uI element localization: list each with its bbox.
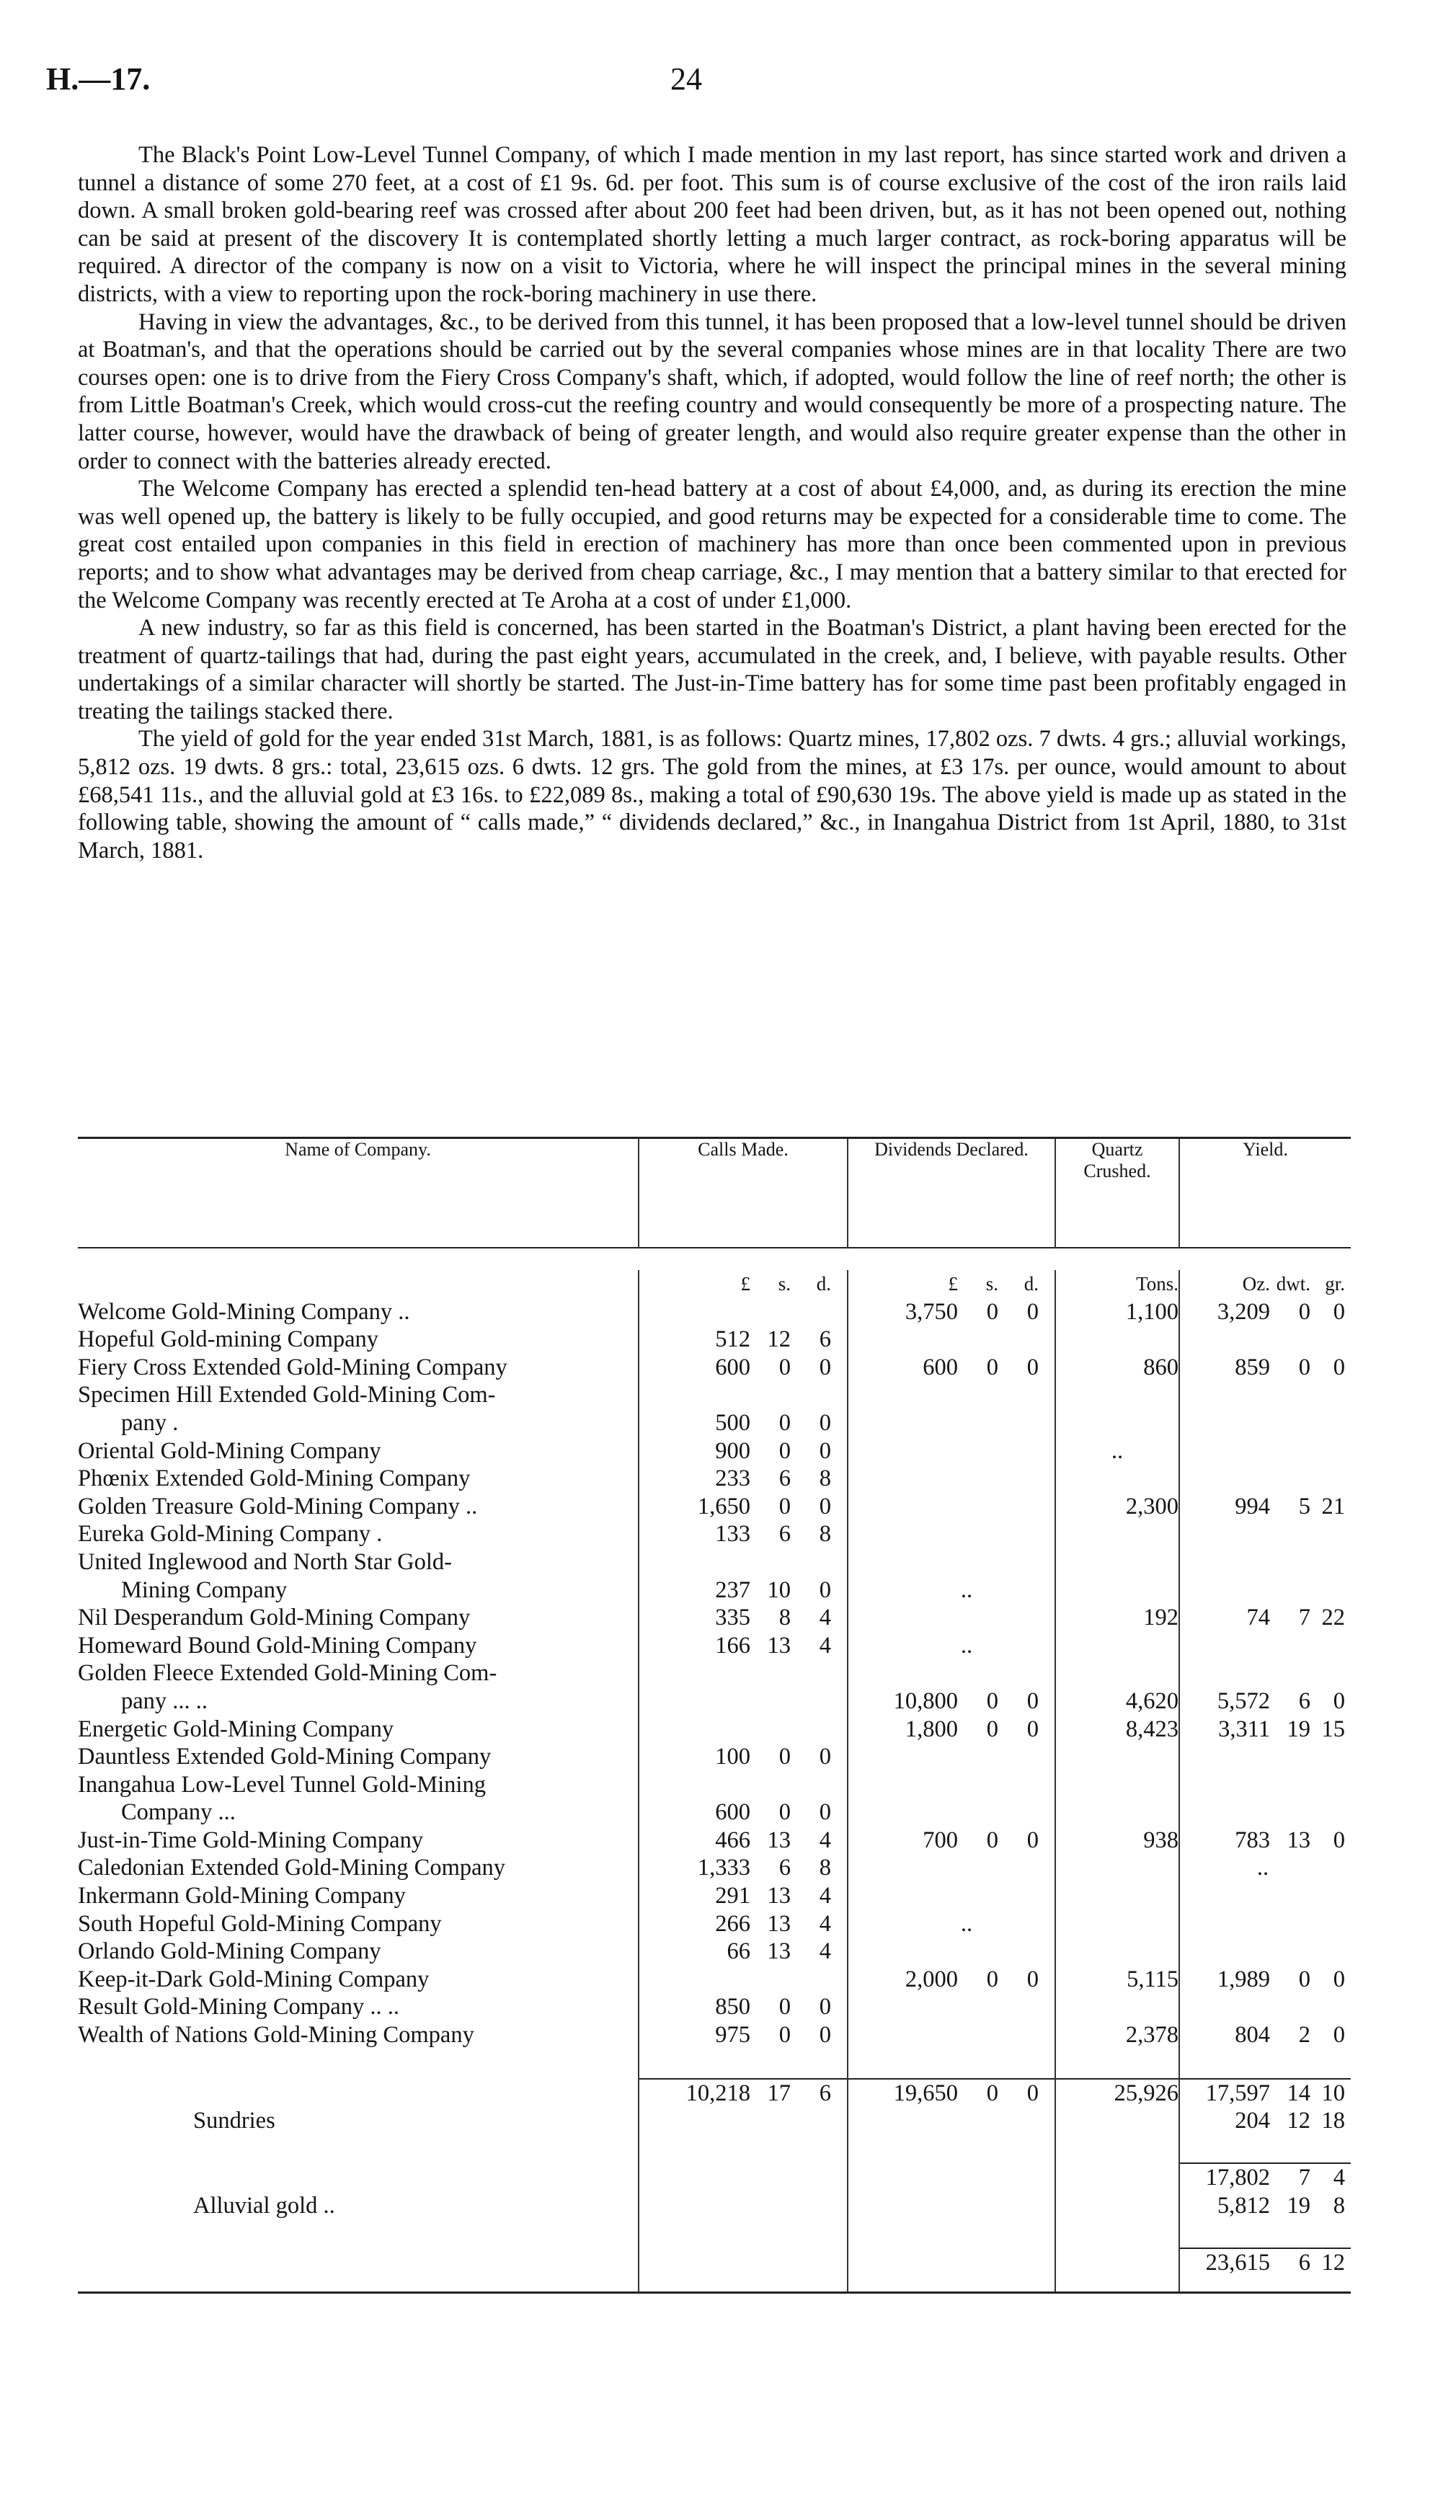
calls-made (639, 1966, 848, 1994)
header-quartz: Quartz Crushed. (1055, 1139, 1179, 1248)
company-name: South Hopeful Gold-Mining Company (78, 1910, 442, 1937)
calls-made: 466 13 4 (639, 1827, 848, 1855)
gold-yield: 994 5 21 (1179, 1493, 1351, 1521)
quartz-crushed: .. (1055, 1437, 1179, 1465)
company-name: Welcome Gold-Mining Company .. (78, 1298, 410, 1325)
table-row (78, 1687, 1351, 1716)
dividends-declared: 10,800 0 0 (848, 1687, 1055, 1716)
dividends-declared: 600 0 0 (848, 1354, 1055, 1382)
quartz-crushed: 1,100 (1055, 1298, 1179, 1326)
gold-yield: 3,209 0 0 (1179, 1298, 1351, 1326)
calls-made: 233 6 8 (639, 1465, 848, 1493)
calls-made: 600 0 0 (639, 1798, 848, 1827)
quartz-crushed (1055, 1409, 1179, 1437)
paragraph-boatmans: Having in view the advantages, &c., to be derived from this tunnel, it has been proposed that a low-level tunnel should be driven at Boatman's, and that the operations should be carried out by the several companies whose mines are in that locality There are two courses open: one is to drive from the Fiery Cross Company's shaft, which, if adopted, would follow the line of reef north; the other is from Little Boatman's Creek, which would cross-cut the reefing country and would consequently be more of a prospecting nature. The latter course, however, would have the drawback of being of greater length, and would also require greater expense than the other in order to connect with the batteries already erected. (78, 309, 1346, 474)
dividends-declared (848, 1798, 1055, 1827)
company-name: Inangahua Low-Level Tunnel Gold-Mining (78, 1771, 486, 1798)
table-row (78, 1548, 1351, 1576)
calls-made: 900 0 0 (639, 1437, 848, 1465)
sundries-yield: 204 12 18 (1179, 2107, 1351, 2135)
dividends-declared (848, 1854, 1055, 1882)
gold-yield: .. (1179, 1854, 1351, 1882)
table-row (78, 1437, 1351, 1465)
table-row (78, 1520, 1351, 1548)
gold-yield (1179, 1938, 1351, 1966)
yield-table (78, 1137, 1351, 2294)
quartz-crushed: 860 (1055, 1354, 1179, 1382)
company-name: Mining Company (121, 1576, 288, 1603)
calls-made: 166 13 4 (639, 1632, 848, 1660)
gold-yield: 1,989 0 0 (1179, 1966, 1351, 1994)
grand-total-yield: 23,615 6 12 (1179, 2249, 1351, 2277)
quartz-crushed (1055, 1520, 1179, 1548)
gold-yield (1179, 1465, 1351, 1493)
table-row (78, 1882, 1351, 1910)
company-name: Company ... (121, 1799, 236, 1826)
quartz-crushed (1055, 1465, 1179, 1493)
totals-row (78, 2080, 1351, 2108)
company-name: Dauntless Extended Gold-Mining Company (78, 1744, 492, 1770)
dividends-declared (848, 1882, 1055, 1910)
company-name: Homeward Bound Gold-Mining Company (78, 1632, 477, 1659)
gold-yield (1179, 1520, 1351, 1548)
table-row (78, 1910, 1351, 1938)
company-name: Keep-it-Dark Gold-Mining Company (78, 1966, 430, 1992)
table-row (78, 1827, 1351, 1855)
calls-made (639, 1687, 848, 1716)
table-row (78, 1798, 1351, 1827)
calls-made: 133 6 8 (639, 1520, 848, 1548)
company-name: Orlando Gold-Mining Company (78, 1938, 381, 1965)
table-row (78, 1854, 1351, 1882)
calls-made: 291 13 4 (639, 1882, 848, 1910)
quartz-crushed: 8,423 (1055, 1716, 1179, 1744)
dividends-declared (848, 1326, 1055, 1354)
company-name: Specimen Hill Extended Gold-Mining Com- (78, 1382, 496, 1408)
header-yield: Yield. (1179, 1139, 1351, 1248)
calls-made: 600 0 0 (639, 1354, 848, 1382)
dividends-declared: 1,800 0 0 (848, 1716, 1055, 1744)
quartz-crushed (1055, 1910, 1179, 1938)
calls-made: 1,333 6 8 (639, 1854, 848, 1882)
gold-yield: 859 0 0 (1179, 1354, 1351, 1382)
alluvial-row (78, 2192, 1351, 2220)
alluvial-yield: 5,812 19 8 (1179, 2192, 1351, 2220)
sundries-label: Sundries (193, 2108, 275, 2134)
paragraph-industry: A new industry, so far as this field is concerned, has been started in the Boatman's District, a plant having been erected for the treatment of quartz-tailings that had, during the past eight years, accumulated in the creek, and, I believe, with payable results. Other undertakings of a similar character will shortly be started. The Just-in-Time battery has for some time past been profitably engaged in treating the tailings stacked there. (78, 615, 1346, 724)
calls-made: 266 13 4 (639, 1910, 848, 1938)
company-name: Golden Treasure Gold-Mining Company .. (78, 1493, 478, 1519)
calls-made: 66 13 4 (639, 1938, 848, 1966)
company-name: Fiery Cross Extended Gold-Mining Company (78, 1354, 507, 1380)
company-name: pany . (121, 1409, 179, 1436)
dividends-declared: 2,000 0 0 (848, 1966, 1055, 1994)
dividends-declared (848, 1437, 1055, 1465)
total-yield: 17,597 14 10 (1179, 2080, 1351, 2108)
total-dividends: 19,650 0 0 (848, 2080, 1055, 2108)
dividends-declared: 3,750 0 0 (848, 1298, 1055, 1326)
table-row (78, 1966, 1351, 1994)
paragraph-welcome: The Welcome Company has erected a splendid ten-head battery at a cost of about £4,000, and, as during its erection the mine was well opened up, the battery is likely to be fully occupied, and good returns may be expected for a considerable time to come. The great cost entailed upon companies in this field in erection of machinery has more than once been commented upon in previous reports; and to show what advantages may be derived from cheap carriage, &c., I may mention that a battery similar to that erected for the Welcome Company was recently erected at Te Aroha at a cost of under £1,000. (78, 476, 1346, 613)
total-quartz: 25,926 (1055, 2080, 1179, 2108)
alluvial-label: Alluvial gold .. (193, 2193, 335, 2219)
header-name: Name of Company. (285, 1139, 431, 1160)
gold-yield (1179, 1632, 1351, 1660)
dividends-declared: 700 0 0 (848, 1827, 1055, 1855)
dividend-units: £ s. d. (848, 1270, 1055, 1298)
company-name: Energetic Gold-Mining Company (78, 1716, 394, 1742)
calls-made: 100 0 0 (639, 1743, 848, 1771)
quartz-crushed: 4,620 (1055, 1687, 1179, 1716)
table-row (78, 1493, 1351, 1521)
gold-yield: 5,572 6 0 (1179, 1687, 1351, 1716)
quartz-crushed (1055, 1576, 1179, 1605)
company-name: pany ... .. (121, 1687, 208, 1714)
company-name: Hopeful Gold-mining Company (78, 1326, 379, 1353)
calls-made: 237 10 0 (639, 1576, 848, 1605)
body-text (78, 141, 1346, 864)
calls-made (639, 1298, 848, 1326)
table-row (78, 1409, 1351, 1437)
dividends-declared: .. (848, 1910, 1055, 1938)
calls-made: 850 0 0 (639, 1993, 848, 2021)
table-row (78, 2021, 1351, 2049)
gold-yield: 783 13 0 (1179, 1827, 1351, 1855)
table-row (78, 1298, 1351, 1326)
gold-yield (1179, 1882, 1351, 1910)
quartz-crushed (1055, 1993, 1179, 2021)
dividends-declared (848, 1938, 1055, 1966)
dividends-declared: .. (848, 1576, 1055, 1605)
table-row (78, 1938, 1351, 1966)
quartz-crushed (1055, 1938, 1179, 1966)
quartz-total-yield: 17,802 7 4 (1179, 2164, 1351, 2192)
gold-yield (1179, 1993, 1351, 2021)
table-row (78, 1381, 1351, 1409)
calls-made: 512 12 6 (639, 1326, 848, 1354)
table-row (78, 1604, 1351, 1632)
company-name: Golden Fleece Extended Gold-Mining Com- (78, 1660, 497, 1687)
yield-units: Oz. dwt. gr. (1179, 1270, 1351, 1298)
header-calls: Calls Made. (639, 1139, 848, 1248)
dividends-declared (848, 1993, 1055, 2021)
company-name: Inkermann Gold-Mining Company (78, 1883, 406, 1909)
quartz-crushed: 2,300 (1055, 1493, 1179, 1521)
company-name: Wealth of Nations Gold-Mining Company (78, 2022, 474, 2049)
table-row (78, 1576, 1351, 1605)
gold-yield: 804 2 0 (1179, 2021, 1351, 2049)
calls-made: 1,650 0 0 (639, 1493, 848, 1521)
dividends-declared (848, 1465, 1055, 1493)
company-name: Nil Desperandum Gold-Mining Company (78, 1605, 471, 1631)
calls-made (639, 1716, 848, 1744)
quartz-crushed (1055, 1882, 1179, 1910)
company-name: Caledonian Extended Gold-Mining Company (78, 1855, 506, 1881)
table-row (78, 1465, 1351, 1493)
quartz-crushed (1055, 1632, 1179, 1660)
dividends-declared: .. (848, 1632, 1055, 1660)
table-row (78, 1771, 1351, 1799)
sundries-row (78, 2107, 1351, 2135)
dividends-declared (848, 1604, 1055, 1632)
report-reference: H.—17. (46, 61, 151, 97)
company-name: Result Gold-Mining Company .. .. (78, 1994, 399, 2020)
table-row (78, 1632, 1351, 1660)
company-name: Oriental Gold-Mining Company (78, 1437, 381, 1464)
quartz-crushed (1055, 1743, 1179, 1771)
total-calls: 10,218 17 6 (639, 2080, 848, 2108)
units-row (78, 1270, 1351, 1298)
quartz-crushed (1055, 1326, 1179, 1354)
table-row (78, 1716, 1351, 1744)
calls-made: 975 0 0 (639, 2021, 848, 2049)
calls-made: 335 8 4 (639, 1604, 848, 1632)
paragraph-yield: The yield of gold for the year ended 31st March, 1881, is as follows: Quartz mines, 17,802 ozs. 7 dwts. 4 grs.; alluvial workings, 5,812 ozs. 19 dwts. 8 grs.: total, 23,615 ozs. 6 dwts. 12 grs. The gold from the mines, at £3 17s. per ounce, would amount to about £68,541 11s., and the alluvial gold at £3 16s. to £22,089 8s., making a total of £90,630 19s. The above yield is made up as stated in the following table, showing the amount of “ calls made,” “ dividends declared,” &c., in Inangahua District from 1st April, 1880, to 31st March, 1881. (78, 726, 1346, 864)
dividends-declared (848, 1493, 1055, 1521)
quartz-crushed (1055, 1798, 1179, 1827)
calls-units: £ s. d. (639, 1270, 848, 1298)
page-number: 24 (670, 61, 702, 97)
table-row (78, 1326, 1351, 1354)
table-row (78, 1354, 1351, 1382)
quartz-crushed: 938 (1055, 1827, 1179, 1855)
quartz-crushed: 192 (1055, 1604, 1179, 1632)
company-name: Phœnix Extended Gold-Mining Company (78, 1465, 471, 1492)
dividends-declared (848, 1409, 1055, 1437)
quartz-crushed: 2,378 (1055, 2021, 1179, 2049)
header-dividends: Dividends Declared. (848, 1139, 1055, 1248)
gold-yield (1179, 1576, 1351, 1605)
gold-yield (1179, 1409, 1351, 1437)
quartz-total-row (78, 2164, 1351, 2192)
table-row (78, 1743, 1351, 1771)
dividends-declared (848, 1743, 1055, 1771)
gold-yield (1179, 1798, 1351, 1827)
table-row (78, 1993, 1351, 2021)
gold-yield (1179, 1326, 1351, 1354)
gold-yield: 74 7 22 (1179, 1604, 1351, 1632)
paragraph-tunnel: The Black's Point Low-Level Tunnel Company, of which I made mention in my last report, has since started work and driven a tunnel a distance of some 270 feet, at a cost of £1 9s. 6d. per foot. This sum is of course exclusive of the cost of the iron rails laid down. A small broken gold-bearing reef was crossed after about 200 feet had been driven, but, as it has not been opened out, nothing can be said at present of the discovery It is contemplated shortly letting a much larger contract, as rock-boring apparatus will be required. A director of the company is now on a visit to Victoria, where he will inspect the principal mines in the several mining districts, with a view to reporting upon the rock-boring machinery in use there. (78, 142, 1346, 307)
gold-yield (1179, 1743, 1351, 1771)
gold-yield (1179, 1437, 1351, 1465)
company-name: Just-in-Time Gold-Mining Company (78, 1827, 424, 1853)
gold-yield (1179, 1910, 1351, 1938)
quartz-crushed (1055, 1854, 1179, 1882)
dividends-declared (848, 2021, 1055, 2049)
gold-yield: 3,311 19 15 (1179, 1716, 1351, 1744)
dividends-declared (848, 1520, 1055, 1548)
company-name: United Inglewood and North Star Gold- (78, 1548, 453, 1575)
quartz-units: Tons. (1055, 1270, 1179, 1298)
grand-total-row (78, 2249, 1351, 2277)
table-row (78, 1659, 1351, 1687)
quartz-crushed: 5,115 (1055, 1966, 1179, 1994)
calls-made: 500 0 0 (639, 1409, 848, 1437)
company-name: Eureka Gold-Mining Company . (78, 1521, 383, 1548)
